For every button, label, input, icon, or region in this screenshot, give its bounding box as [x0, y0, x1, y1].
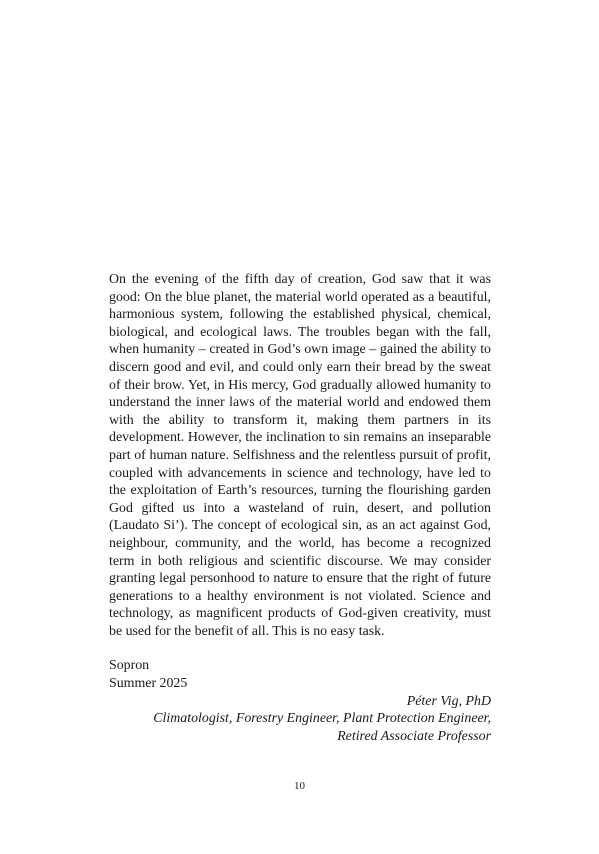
author-position: Retired Associate Professor — [337, 728, 491, 744]
author-titles: Climatologist, Forestry Engineer, Plant Protection Engineer, — [153, 711, 491, 727]
place-text: Sopron — [109, 658, 150, 674]
document-content — [109, 271, 491, 745]
place-date-block — [109, 657, 491, 692]
signature-block — [109, 693, 491, 746]
page-number: 10 — [294, 780, 305, 792]
author-name: Péter Vig, PhD — [406, 693, 491, 709]
body-paragraph: On the evening of the fifth day of creation, God saw that it was good: On the blue planet, the material world operated as a beautiful, harmonious system, following the established physical, chemical, biological, and ecological laws. The troubles began with the fall, when humanity – created in God’s own image – gained the ability to discern good and evil, and could only earn their bread by the sweat of their brow. Yet, in His mercy, God gradually allowed humanity to understand the inner laws of the material world and endowed them with the ability to transform it, making them partners in its development. However, the inclination to sin remains an inseparable part of human nature. Selfishness and the relentless pursuit of profit, coupled with advancements in science and technology, have led to the exploitation of Earth’s resources, turning the flourishing garden God gifted us into a wasteland of ruin, desert, and pollution (Laudato Si’). The concept of ecological sin, as an act against God, neighbour, community, and the world, has become a recognized term in both religious and scientific discourse. We may consider granting legal personhood to nature to ensure that the right of future generations to a healthy environment is not violated. Science and technology, as magnificent products of God-given creativity, must be used for the benefit of all. This is no easy task. — [109, 272, 491, 639]
date-text: Summer 2025 — [109, 676, 188, 692]
